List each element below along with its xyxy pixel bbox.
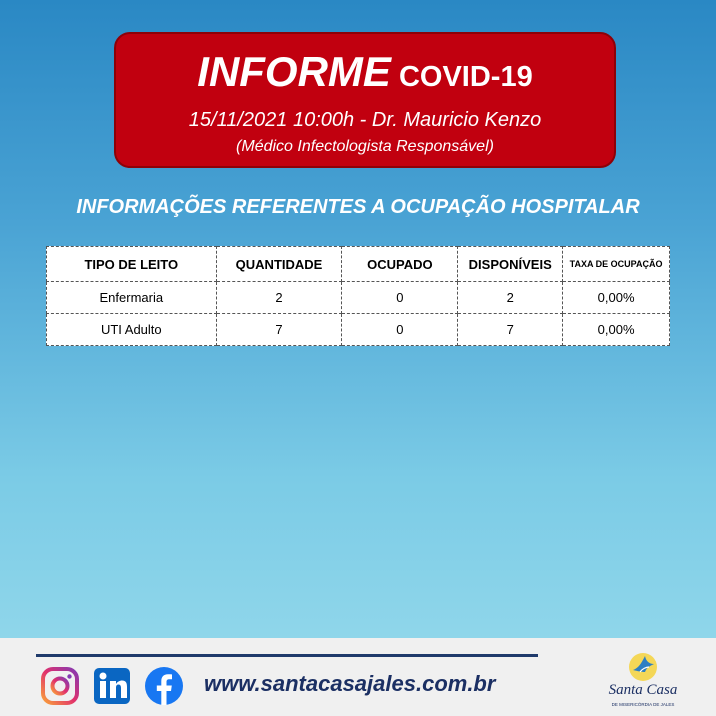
facebook-icon[interactable] bbox=[144, 666, 184, 706]
banner-title bbox=[116, 46, 614, 108]
table-row bbox=[47, 314, 670, 346]
cell-tipo: Enfermaria bbox=[47, 282, 217, 314]
header-disponiveis: DISPONÍVEIS bbox=[458, 247, 563, 282]
linkedin-icon[interactable] bbox=[92, 666, 132, 706]
logo-subtitle: DE MISERICÓRDIA DE JALES bbox=[611, 702, 675, 707]
cell-disponiveis: 7 bbox=[458, 314, 563, 346]
header-tipo-de-leito: TIPO DE LEITO bbox=[47, 247, 217, 282]
banner-title-sub: COVID-19 bbox=[398, 61, 533, 93]
informe-banner bbox=[114, 32, 616, 168]
cell-quantidade: 7 bbox=[216, 314, 342, 346]
dove-icon bbox=[600, 650, 686, 684]
cell-quantidade: 2 bbox=[216, 282, 342, 314]
cell-taxa: 0,00% bbox=[563, 282, 670, 314]
occupancy-table bbox=[46, 246, 670, 346]
header-ocupado: OCUPADO bbox=[342, 247, 458, 282]
cell-tipo: UTI Adulto bbox=[47, 314, 217, 346]
cell-ocupado: 0 bbox=[342, 282, 458, 314]
cell-disponiveis: 2 bbox=[458, 282, 563, 314]
section-title: INFORMAÇÕES REFERENTES A OCUPAÇÃO HOSPITALAR bbox=[76, 196, 640, 218]
header-quantidade: QUANTIDADE bbox=[216, 247, 342, 282]
banner-subtitle: 15/11/2021 10:00h - Dr. Mauricio Kenzo bbox=[188, 109, 542, 131]
santa-casa-logo bbox=[600, 650, 686, 712]
logo-name: Santa Casa bbox=[608, 682, 678, 698]
cell-ocupado: 0 bbox=[342, 314, 458, 346]
table-header-row bbox=[47, 247, 670, 282]
banner-title-main: INFORME bbox=[197, 48, 391, 95]
header-taxa-de-ocupacao: TAXA DE OCUPAÇÃO bbox=[563, 247, 670, 282]
banner-subtitle-2: (Médico Infectologista Responsável) bbox=[236, 138, 494, 155]
cell-taxa: 0,00% bbox=[563, 314, 670, 346]
website-link[interactable]: www.santacasajales.com.br bbox=[204, 671, 496, 696]
instagram-icon[interactable] bbox=[40, 666, 80, 706]
table-row bbox=[47, 282, 670, 314]
footer bbox=[0, 638, 716, 716]
footer-divider bbox=[36, 654, 538, 657]
